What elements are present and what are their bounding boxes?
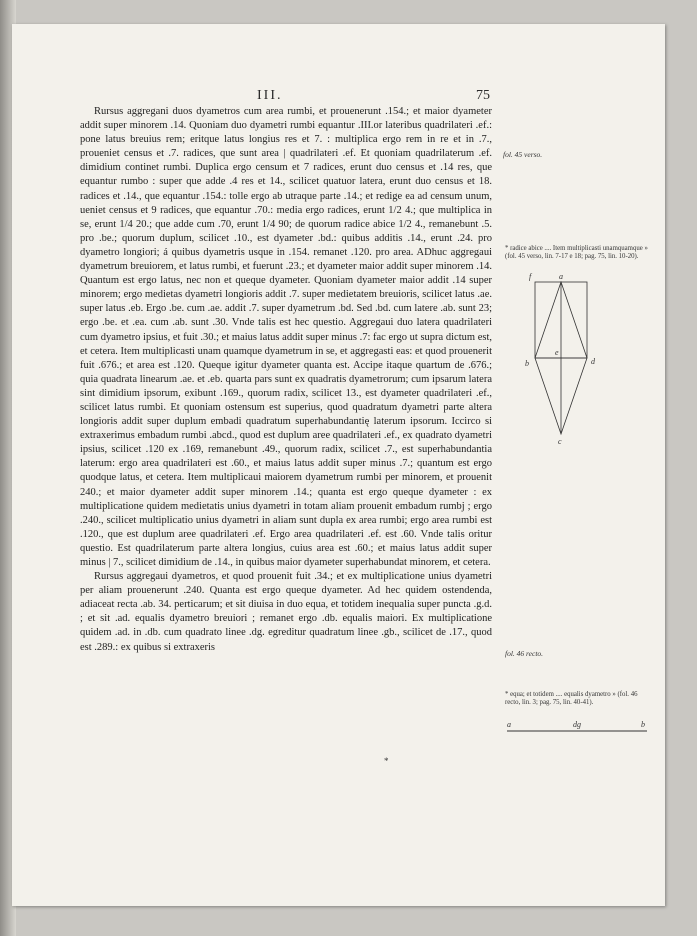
margin-note-2: * equa; et totidem .... equalis dyametro » (fol. 46 recto, lin. 3; pag. 75, lin. 40-41). (505, 691, 638, 706)
paragraph-2: Rursus aggregaui dyametros, et quod prouenit fuit .34.; et ex multiplicatione unius dyametri per aliam prouenerunt .240. Quanta est ergo queque dyameter. Ad hec quidem ostendenda, adiaceat recta .ab. 34. perticarum; et sit diuisa in duo equa, et totidem inequalia super puncta .g.d. ; et sit .ad. equalis dyametro breuiori ; remanet ergo .db. equalis maiori. Ex multiplicatione quidem .ad. in .db. cum quadrato linee .dg. egreditur quadratum linee .gb., scilicet de .17., quod est .289.: ex quibus si extraxeris (80, 571, 492, 653)
section-number: III. (257, 88, 283, 103)
rhombus-diagram (515, 268, 615, 448)
label-b: b (641, 720, 645, 729)
label-d: d (591, 357, 595, 366)
label-dg: dg (573, 720, 581, 729)
margin-folio-ref-1: fol. 45 verso. (503, 150, 543, 159)
label-f: f (529, 272, 532, 281)
label-b: b (525, 359, 529, 368)
signature-mark: * (384, 756, 389, 766)
label-c: c (558, 437, 562, 446)
margin-folio-ref-2: fol. 46 recto. (505, 649, 544, 658)
main-text (80, 105, 492, 655)
paragraph-1: Rursus aggregani duos dyametros cum area rumbi, et prouenerunt .154.; et maior dyameter addit super minorem .14. Quoniam duo dyametri rumbi equantur .III.or lateribus quadrilateri .ef.: pone latus breuius rem; eritque latus longius res et 7. : multiplica ergo rem in re et in .7., proueniet census et .7. radices, que sunt area | quadrilateri .ef. Et quoniam quadrilaterum .ef. dimidium continet rumbi. Duplica ergo censum et 7 radices, erunt duo census et .14 res, que equantur rumbo : super que adde .4 res et 14., scilicet quatuor latera, erunt duo census et 18. radices et .14., que equantur .154.: tolle ergo ab utraque parte .14.; et redige ea ad censum unum, ueniet census et 9 radices, que equantur .70.: media ergo radices, erunt 1/2 4.; que multiplica in se, erunt 1/4 20.; que adde cum .70, erunt 1/4 90; de quorum radice abice 1/2 4., remanebunt .5. pro .be.; quorum duplum, scilicet .10., est dyameter .bd.: quibus additis .14., erunt .24. pro dyametro longiori; á quibus dyametris usque in .154. remanet .120. pro area. ADhuc aggregaui dyametrum breuiorem, et latus rumbi, et fuerunt .23.; et dyameter maior addit super minorem .14. Quantum est ergo latus, nec non et queque dyameter. Quoniam dyameter maior addit .14 super minorem; ergo medietas dyametri longioris addit .7. super medietatem breuioris, scilicet latus .ae. super latus .eb. Ergo .be. cum .ae. addit .7. super dyametrum .bd. Sed .bd. cum latere .ab. sunt 23; ergo .be. et .ea. cum .ab. sunt .30. Vnde talis est hec questio. Aggregaui duo latera quadrilateri cum dyametro ipsius, et fuit .30.; et maius latus addit super minus .7: fac ergo ut supra dictum est, et cetera. Item multiplicasti unam quamque dyametrum in se, et aggregasti eas: et quod prouenerit fuit .676.; et area est .120. Queque igitur dyameter quanta est. Accipe itaque quartum de .676.; quia quadrata linearum .ae. et .eb. quarta pars sunt ex quadratis dyametrorum; cum ipsarum latera sint dimidium ipsorum, exibunt .169., quorum radix, scilicet 13., est dyameter quadrilateri .ef., scilicet latus rumbi. Et quoniam ostensum est superius, quod quadratum dyametri parte altera longioris addit super duplum embadi quadratum superhabundantię laterum ipsorum. Iccirco si extraxerimus embadum rumbi .abcd., quod est duplum aree quadrilateri .ef., ex quadrato dyametri ipsius, scilicet .120 ex .169, remanebunt .49., quorum radix, scilicet .7., est superhabundantia laterum: ergo area quadrilateri est .60., et maius latus addit super minus .7.; quantum est ergo quodque latus, et cetera. Item multiplicaui maiorem dyametrum rumbi per minorem, et prouenit 240.; et maior dyameter addit super minorem .14.; quanta est ergo queque dyameter : ex multiplicatione quidem medietatis unius dyametri in totam aliam prouenit embadum rumbj ; ergo .240., scilicet multiplicatio unius dyametri in aliam sunt dupla ex area rumbi; ergo area rumbi est .120., que est duplum aree quadrilateri .ef. Ergo area quadrilateri .ef. est .60. Vnde talis oritur questio. Est quadrilaterum parte altera longius, cuius area est .60.; et maius latus addit super minus | 7., scilicet dimidium de .14., in quibus maior dyameter superhabundat minorem, et cetera. (80, 106, 492, 568)
label-e: e (555, 348, 559, 357)
line-segment-diagram (505, 718, 650, 738)
margin-note-1: * radice abice .... Item multiplicasti unamquamque » (fol. 45 verso, lin. 7-17 e 18; pag. 75, lin. 10-20). (505, 245, 648, 260)
label-a: a (559, 272, 563, 281)
page-number: 75 (476, 88, 490, 103)
label-a: a (507, 720, 511, 729)
